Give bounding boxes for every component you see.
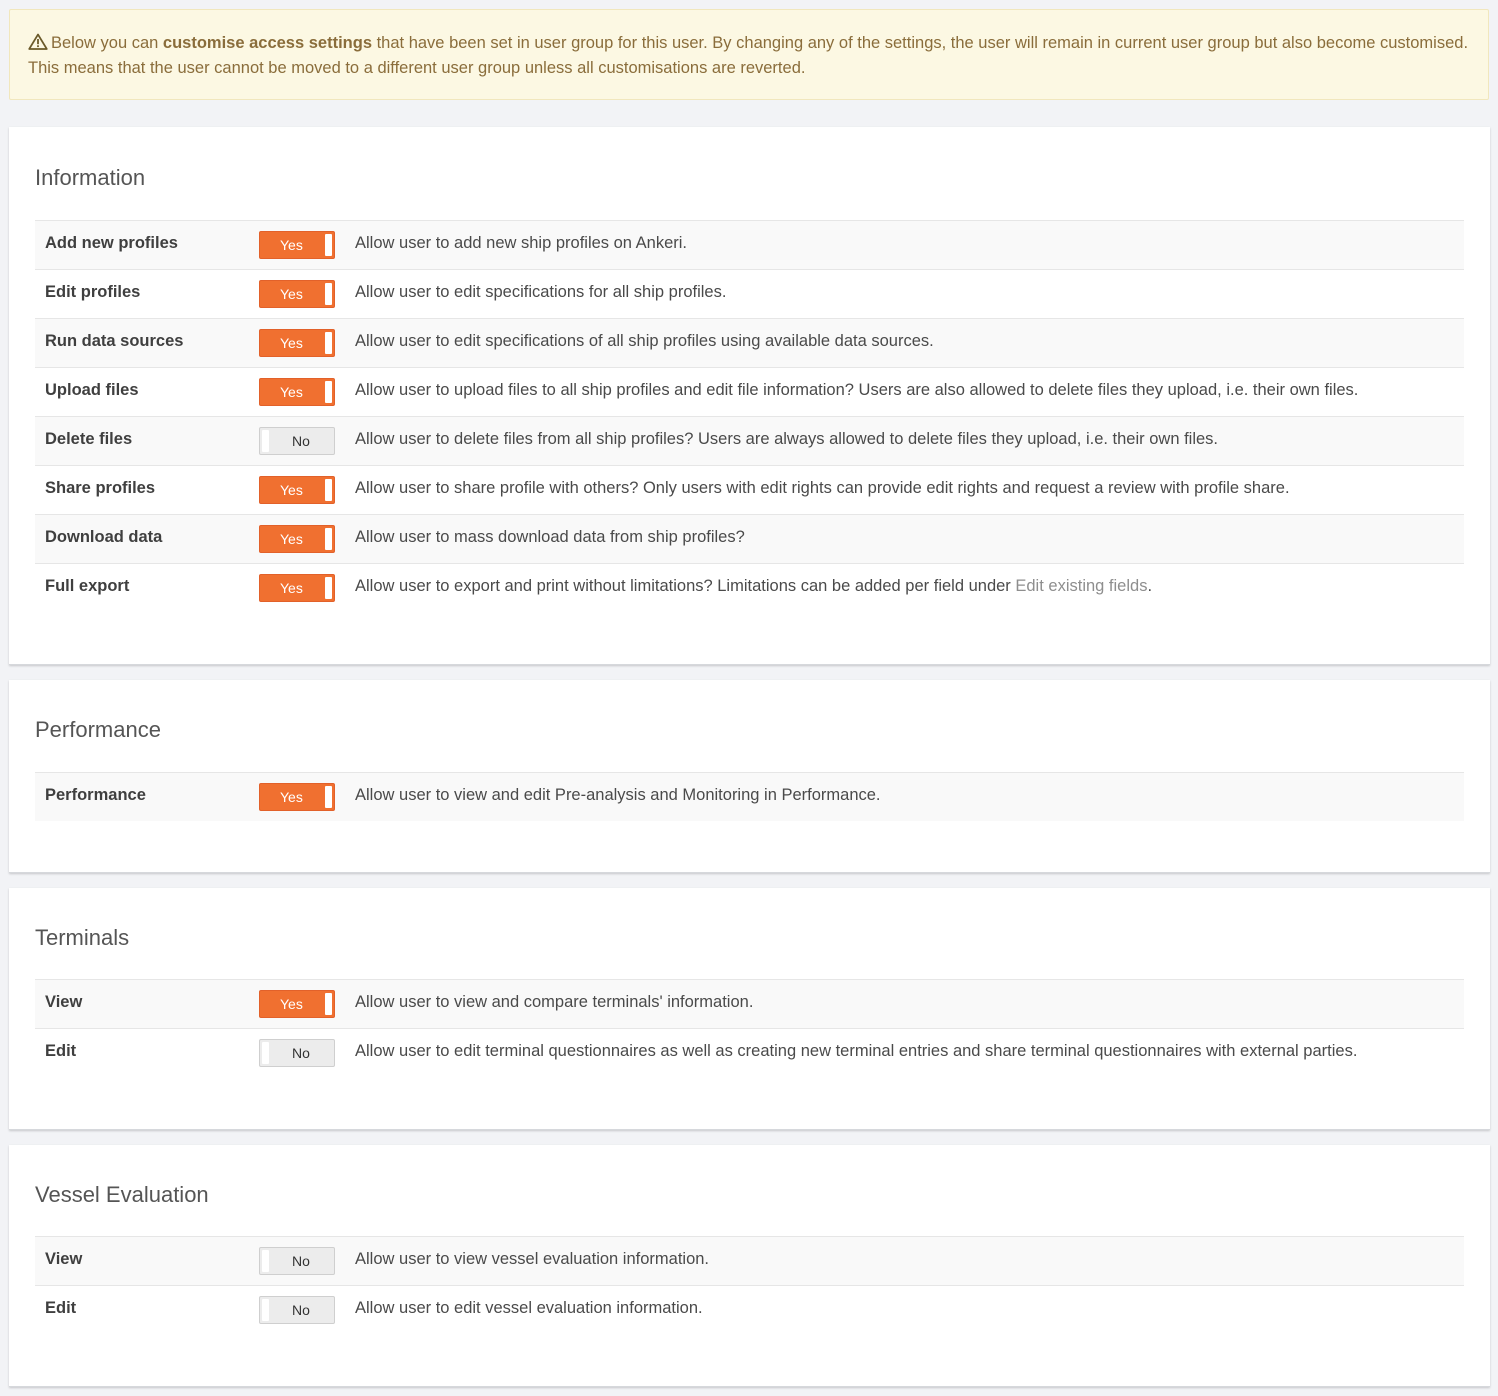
permission-label: Run data sources <box>45 332 184 350</box>
edit-profiles-toggle[interactable]: Yes <box>259 280 335 308</box>
permission-description: Allow user to mass download data from ship profiles? <box>355 528 745 546</box>
permission-label: Edit <box>45 1042 77 1060</box>
permission-description: Allow user to edit specifications for all ship profiles. <box>355 283 727 301</box>
permission-description: Allow user to edit vessel evaluation information. <box>355 1299 703 1317</box>
permission-label: View <box>45 1250 83 1268</box>
vessel-evaluation-edit-toggle[interactable]: No <box>259 1296 335 1324</box>
terminals-view-toggle[interactable]: Yes <box>259 990 335 1018</box>
permission-list <box>35 220 1464 612</box>
section-information <box>9 127 1490 665</box>
notice-text-bold: customise access settings <box>162 34 373 52</box>
permission-description: Allow user to upload files to all ship profiles and edit file information? Users are also allowed to delete files they upload, i.e. their own files. <box>355 381 1359 399</box>
permission-row-add-new-profiles <box>35 220 1464 269</box>
permission-description: Allow user to view and edit Pre-analysis and Monitoring in Performance. <box>355 786 881 804</box>
permission-label: Share profiles <box>45 479 156 497</box>
permission-row-delete-files <box>35 416 1464 465</box>
permission-label: Edit <box>45 1299 77 1317</box>
permission-description: Allow user to export and print without limitations? Limitations can be added per field under Edit existing fields. <box>355 577 1153 595</box>
download-data-toggle[interactable]: Yes <box>259 525 335 553</box>
permission-row-vessel-edit <box>35 1285 1464 1334</box>
permission-label: Edit profiles <box>45 283 141 301</box>
permission-description: Allow user to delete files from all ship profiles? Users are always allowed to delete files they upload, i.e. their own files. <box>355 430 1219 448</box>
section-terminals <box>9 888 1490 1130</box>
permission-row-full-export <box>35 563 1464 612</box>
section-performance <box>9 680 1490 873</box>
run-data-sources-toggle[interactable]: Yes <box>259 329 335 357</box>
section-title: Performance <box>35 717 161 742</box>
permission-row-upload-files <box>35 367 1464 416</box>
delete-files-toggle[interactable]: No <box>259 427 335 455</box>
section-vessel-evaluation <box>9 1145 1490 1387</box>
section-title: Information <box>35 165 146 190</box>
permission-description: Allow user to add new ship profiles on Ankeri. <box>355 234 688 252</box>
permission-row-terminals-view <box>35 979 1464 1028</box>
section-title: Vessel Evaluation <box>35 1182 209 1207</box>
notice-text-before: Below you can <box>51 34 163 52</box>
notice-text-after: that have been set in user group for this user. By changing any of the settings, the user will remain in current user group but also become customised. This means that the user cannot be moved to a different user group unless all customisations are reverted. <box>28 34 1469 77</box>
edit-existing-fields-link[interactable]: Edit existing fields <box>1015 577 1148 595</box>
permission-label: Upload files <box>45 381 139 399</box>
permission-label: View <box>45 993 83 1011</box>
add-new-profiles-toggle[interactable]: Yes <box>259 231 335 259</box>
customisation-warning <box>9 9 1489 100</box>
terminals-edit-toggle[interactable]: No <box>259 1039 335 1067</box>
permission-row-run-data-sources <box>35 318 1464 367</box>
permission-row-performance <box>35 772 1464 821</box>
performance-toggle[interactable]: Yes <box>259 783 335 811</box>
permission-description: Allow user to edit specifications of all ship profiles using available data sources. <box>355 332 934 350</box>
permission-row-download-data <box>35 514 1464 563</box>
permission-list <box>35 772 1464 821</box>
permission-description: Allow user to view and compare terminals' information. <box>355 993 754 1011</box>
vessel-evaluation-view-toggle[interactable]: No <box>259 1247 335 1275</box>
permission-label: Full export <box>45 577 130 595</box>
warning-icon <box>28 33 48 50</box>
permission-description: Allow user to edit terminal questionnaires as well as creating new terminal entries and share terminal questionnaires with external parties. <box>355 1042 1358 1060</box>
upload-files-toggle[interactable]: Yes <box>259 378 335 406</box>
full-export-toggle[interactable]: Yes <box>259 574 335 602</box>
permission-list <box>35 979 1464 1077</box>
permission-row-share-profiles <box>35 465 1464 514</box>
permission-description: Allow user to share profile with others? Only users with edit rights can provide edit rights and request a review with profile share. <box>355 479 1290 497</box>
permission-row-vessel-view <box>35 1236 1464 1285</box>
permission-label: Add new profiles <box>45 234 178 252</box>
permission-label: Download data <box>45 528 163 546</box>
permission-list <box>35 1236 1464 1334</box>
permission-row-terminals-edit <box>35 1028 1464 1077</box>
permission-description: Allow user to view vessel evaluation information. <box>355 1250 710 1268</box>
share-profiles-toggle[interactable]: Yes <box>259 476 335 504</box>
section-title: Terminals <box>35 925 130 950</box>
permission-label: Performance <box>45 786 146 804</box>
permission-label: Delete files <box>45 430 133 448</box>
permission-row-edit-profiles <box>35 269 1464 318</box>
